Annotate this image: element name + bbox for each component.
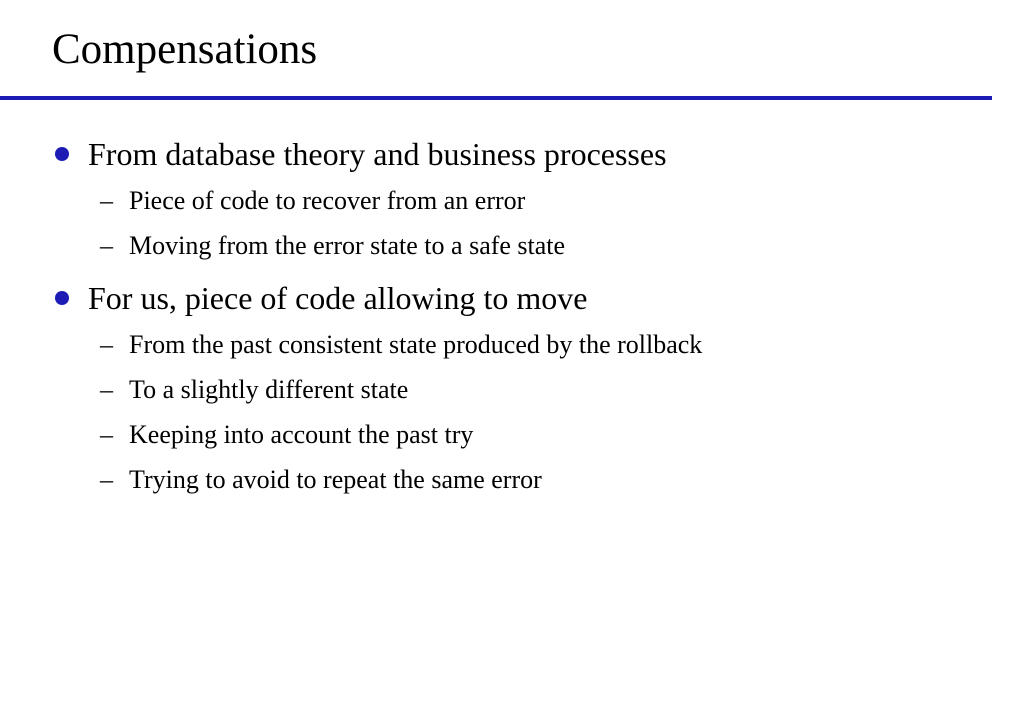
dash-icon: – <box>100 231 113 260</box>
dash-icon: – <box>100 465 113 494</box>
dash-icon: – <box>100 375 113 404</box>
dash-icon: – <box>100 330 113 359</box>
sub-item: Trying to avoid to repeat the same error <box>129 465 542 494</box>
sub-item: Piece of code to recover from an error <box>129 186 526 215</box>
sub-item: To a slightly different state <box>129 375 409 404</box>
bullet-dot-icon <box>55 147 69 161</box>
bullet-item: For us, piece of code allowing to move <box>88 280 588 316</box>
sub-item: Keeping into account the past try <box>129 420 474 449</box>
sub-item: Moving from the error state to a safe state <box>129 231 566 260</box>
slide-title: Compensations <box>52 26 318 73</box>
bullet-item: From database theory and business processes <box>88 136 667 172</box>
bullet-dot-icon <box>55 291 69 305</box>
title-divider <box>0 96 992 100</box>
dash-icon: – <box>100 420 113 449</box>
dash-icon: – <box>100 186 113 215</box>
sub-item: From the past consistent state produced by the rollback <box>129 330 703 359</box>
